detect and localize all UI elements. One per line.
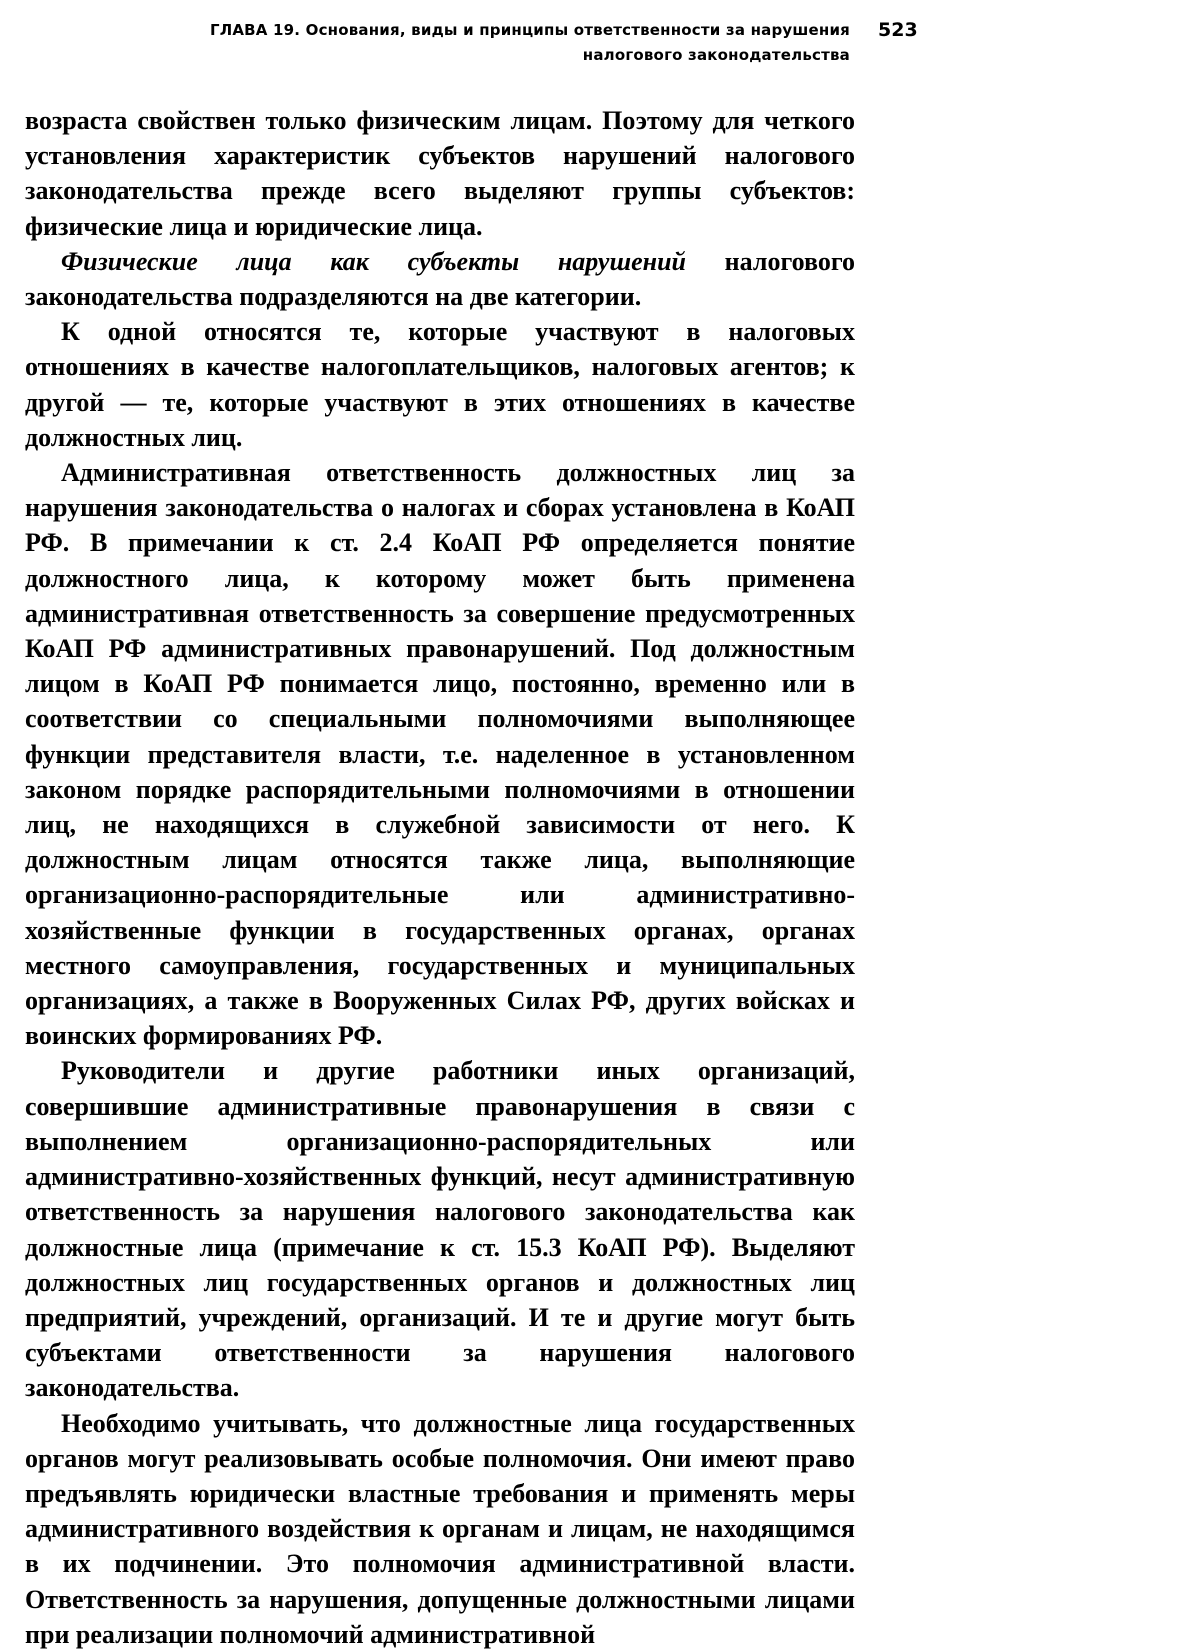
running-head (150, 18, 850, 68)
paragraph-2-text: налогового законодательства подразделяются на две категории. (25, 246, 855, 312)
paragraph-5: Руководители и другие работники иных организаций, совершившие административные правонарушения в связи с выполнением организационно-распорядительных или административно-хозяйственных функций, несут административную ответственность за нарушения налогового законодательства как должностные лица (примечание к ст. 15.3 КоАП РФ). Выделяют должностных лиц государственных органов и должностных лиц предприятий, учреждений, организаций. И те и другие могут быть субъектами ответственности за нарушения налогового законодательства. (25, 1056, 855, 1403)
paragraph-2-italic-lead: Физические лица как субъекты нарушений (61, 246, 687, 276)
page-number: 523 (878, 19, 918, 41)
body-text (25, 103, 855, 1652)
paragraph-3: К одной относятся те, которые участвуют в налоговых отношениях в качестве налогоплательщиков, налоговых агентов; к другой — те, которые участвуют в этих отношениях в качестве должностных лиц. (25, 317, 855, 452)
paragraph-4: Административная ответственность должностных лиц за нарушения законодательства о налогах и сборах установлена в КоАП РФ. В примечании к ст. 2.4 КоАП РФ определяется понятие должностного лица, к которому может быть применена административная ответственность за совершение предусмотренных КоАП РФ административных правонарушений. Под должностным лицом в КоАП РФ понимается лицо, постоянно, временно или в соответствии со специальными полномочиями выполняющее функции представителя власти, т.е. наделенное в установленном законом порядке распорядительными полномочиями в отношении лиц, не находящихся в служебной зависимости от него. К должностным лицам относятся также лица, выполняющие организационно-распорядительные или административно-хозяйственные функции в государственных органах, органах местного самоуправления, государственных и муниципальных организациях, а также в Вооруженных Силах РФ, других войсках и воинских формированиях РФ. (25, 458, 855, 1051)
running-head-line-2: налогового законодательства (582, 46, 850, 64)
paragraph-6: Необходимо учитывать, что должностные лица государственных органов могут реализовывать особые полномочия. Они имеют право предъявлять юридически властные требования и применять меры административного воздействия к органам и лицам, не находящимся в их подчинении. Это полномочия административной власти. Ответственность за нарушения, допущенные должностными лицами при реализации полномочий административной (25, 1408, 855, 1649)
paragraph-2 (25, 244, 855, 314)
paragraph-1: возраста свойствен только физическим лицам. Поэтому для четкого установления характеристик субъектов нарушений налогового законодательства прежде всего выделяют группы субъектов: физические лица и юридические лица. (25, 106, 855, 241)
running-head-line-1: ГЛАВА 19. Основания, виды и принципы ответственности за нарушения (209, 21, 850, 39)
